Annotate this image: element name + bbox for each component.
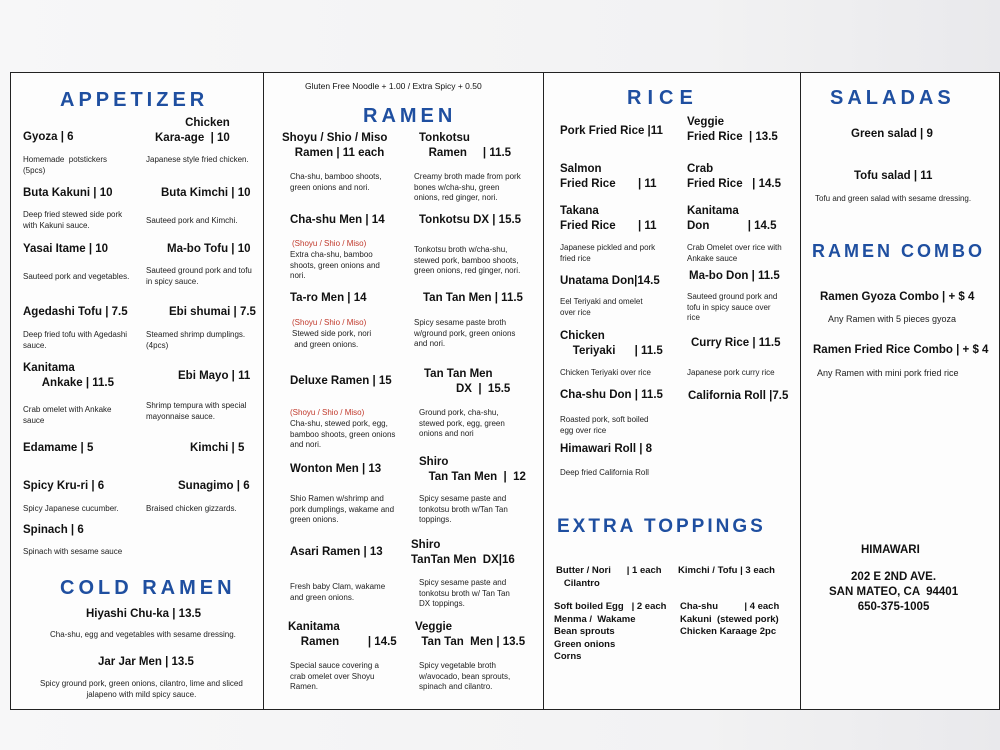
- wonton-name: Wonton Men | 13: [290, 463, 382, 475]
- egg-toppings-list: Soft boiled Egg | 2 each Menma / Wakame Bean sprouts Green onions Corns: [554, 601, 667, 662]
- kanitama-don-name: Kanitama Don | 14.5: [687, 205, 777, 232]
- shoyu-ramen-desc: Cha-shu, bamboo shoots, green onions and nori.: [290, 172, 382, 192]
- kanitama-don-desc: Crab Omelet over rice with Ankake sauce: [687, 243, 782, 263]
- veggie-tantan-desc: Spicy vegetable broth w/avocado, bean sprouts, spinach and cilantro.: [419, 661, 511, 691]
- ramen-combo-heading: RAMEN COMBO: [812, 241, 985, 261]
- extra-toppings-heading: EXTRA TOPPINGS: [557, 516, 766, 537]
- mabo-tofu-desc: Sauteed ground pork and tofu in spicy sauce.: [146, 266, 252, 286]
- tantan-dx-name: Tan Tan Men DX | 15.5: [424, 368, 511, 395]
- asari-name: Asari Ramen | 13: [290, 546, 383, 558]
- shiro-tantan-dx-desc: Spicy sesame paste and tonkotsu broth w/ Tan Tan DX toppings.: [419, 578, 510, 608]
- unatama-name: Unatama Don|14.5: [560, 275, 660, 287]
- gyoza-desc: Homemade potstickers (5pcs): [23, 155, 108, 175]
- gyoza-combo-name: Ramen Gyoza Combo | + $ 4: [820, 291, 975, 303]
- tonkotsu-desc: Creamy broth made from pork bones w/cha-shu, green onions, red ginger, nori.: [414, 172, 521, 202]
- deluxe-name: Deluxe Ramen | 15: [290, 375, 392, 387]
- unatama-desc: Eel Teriyaki and omelet over rice: [560, 297, 643, 317]
- buta-kimchi-desc: Sauteed pork and Kimchi.: [146, 216, 238, 225]
- tantan-dx-desc: Ground pork, cha-shu, stewed pork, egg, green onions and nori: [419, 408, 505, 438]
- hiyashi-desc: Cha-shu, egg and vegetables with sesame dressing.: [50, 630, 236, 639]
- chashu-don-name: Cha-shu Don | 11.5: [560, 389, 663, 401]
- taro-men-desc: Stewed side pork, nori and green onions.: [292, 329, 372, 349]
- salmon-fried-rice-name: Salmon Fried Rice | 11: [560, 163, 657, 190]
- buta-kimchi-name: Buta Kimchi | 10: [161, 187, 251, 199]
- shiro-tantan-desc: Spicy sesame paste and tonkotsu broth w/Tan Tan toppings.: [419, 494, 508, 524]
- taro-men-sauce: (Shoyu / Shio / Miso): [292, 318, 367, 327]
- karaage-desc: Japanese style fried chicken.: [146, 155, 249, 164]
- ebi-mayo-name: Ebi Mayo | 11: [178, 370, 251, 382]
- tonkotsu-dx-name: Tonkotsu DX | 15.5: [419, 214, 522, 226]
- kimchi-name: Kimchi | 5: [190, 442, 245, 454]
- himawari-roll-desc: Deep fried California Roll: [560, 468, 649, 477]
- chashu-toppings-list: Cha-shu | 4 each Kakuni (stewed pork) Chicken Karaage 2pc: [680, 601, 780, 637]
- pork-fried-rice-name: Pork Fried Rice |11: [560, 125, 663, 137]
- california-roll-name: California Roll |7.5: [688, 390, 789, 402]
- ebi-shumai-desc: Steamed shrimp dumplings. (4pcs): [146, 330, 246, 350]
- kanitama-ramen-name: Kanitama Ramen | 14.5: [288, 621, 397, 648]
- chashu-don-desc: Roasted pork, soft boiled egg over rice: [560, 415, 649, 435]
- curry-desc: Japanese pork curry rice: [687, 368, 775, 377]
- cold-ramen-heading: COLD RAMEN: [60, 577, 236, 599]
- tonkotsu-name: Tonkotsu Ramen | 11.5: [419, 132, 512, 159]
- tofu-salad-desc: Tofu and green salad with sesame dressing.: [815, 194, 972, 203]
- mabo-don-name: Ma-bo Don | 11.5: [689, 270, 780, 282]
- fried-rice-combo-desc: Any Ramen with mini pork fried rice: [817, 368, 959, 378]
- veggie-fried-rice-name: Veggie Fried Rice | 13.5: [687, 116, 778, 143]
- kruri-desc: Spicy Japanese cucumber.: [23, 504, 119, 513]
- restaurant-name: HIMAWARI: [861, 544, 920, 556]
- green-salad-name: Green salad | 9: [851, 128, 933, 140]
- agedashi-name: Agedashi Tofu | 7.5: [23, 306, 128, 318]
- rice-heading: RICE: [627, 87, 699, 109]
- kruri-name: Spicy Kru-ri | 6: [23, 480, 105, 492]
- edamame-name: Edamame | 5: [23, 442, 94, 454]
- sunagimo-desc: Braised chicken gizzards.: [146, 504, 237, 513]
- veggie-tantan-name: Veggie Tan Tan Men | 13.5: [415, 621, 526, 648]
- deluxe-desc: Cha-shu, stewed pork, egg, bamboo shoots, green onions and nori.: [290, 419, 396, 449]
- shiro-tantan-dx-name: Shiro TanTan Men DX|16: [411, 539, 515, 566]
- fried-rice-combo-name: Ramen Fried Rice Combo | + $ 4: [813, 344, 989, 356]
- takana-name: Takana Fried Rice | 11: [560, 205, 657, 232]
- tantan-desc: Spicy sesame paste broth w/ground pork, green onions and nori.: [414, 318, 516, 348]
- kanitama-ankake-desc: Crab omelet with Ankake sauce: [23, 405, 112, 425]
- tantan-name: Tan Tan Men | 11.5: [423, 292, 523, 304]
- kanitama-ramen-desc: Special sauce covering a crab omelet over Shoyu Ramen.: [290, 661, 379, 691]
- crab-fried-rice-name: Crab Fried Rice | 14.5: [687, 163, 781, 190]
- butter-nori-toppings: Butter / Nori | 1 each Cilantro: [556, 565, 662, 589]
- buta-kakuni-desc: Deep fried stewed side pork with Kakuni sauce.: [23, 210, 123, 230]
- spinach-desc: Spinach with sesame sauce: [23, 547, 123, 556]
- hiyashi-name: Hiyashi Chu-ka | 13.5: [86, 608, 202, 620]
- agedashi-desc: Deep fried tofu with Agedashi sauce.: [23, 330, 128, 350]
- shiro-tantan-name: Shiro Tan Tan Men | 12: [419, 456, 526, 483]
- gyoza-name: Gyoza | 6: [23, 131, 74, 143]
- deluxe-sauce: (Shoyu / Shio / Miso): [290, 408, 365, 417]
- himawari-roll-name: Himawari Roll | 8: [560, 443, 653, 455]
- chashu-men-sauce: (Shoyu / Shio / Miso): [292, 239, 367, 248]
- karaage-name: Chicken Kara-age | 10: [155, 117, 230, 144]
- kimchi-tofu-toppings: Kimchi / Tofu | 3 each: [678, 565, 775, 576]
- curry-name: Curry Rice | 11.5: [691, 337, 781, 349]
- sunagimo-name: Sunagimo | 6: [178, 480, 250, 492]
- tonkotsu-dx-desc: Tonkotsu broth w/cha-shu, stewed pork, bamboo shoots, green onions, red ginger, nori.: [414, 245, 521, 275]
- appetizer-heading: APPETIZER: [60, 89, 209, 111]
- yasai-itame-name: Yasai Itame | 10: [23, 243, 109, 255]
- restaurant-address: 202 E 2ND AVE. SAN MATEO, CA 94401 650-375-1005: [829, 571, 959, 613]
- ebi-mayo-desc: Shrimp tempura with special mayonnaise sauce.: [146, 401, 247, 421]
- jarjar-name: Jar Jar Men | 13.5: [98, 656, 194, 668]
- mabo-tofu-name: Ma-bo Tofu | 10: [167, 243, 251, 255]
- taro-men-name: Ta-ro Men | 14: [290, 292, 367, 304]
- asari-desc: Fresh baby Clam, wakame and green onions.: [290, 582, 386, 602]
- saladas-heading: SALADAS: [830, 87, 955, 109]
- chicken-teriyaki-desc: Chicken Teriyaki over rice: [560, 368, 651, 377]
- chashu-men-name: Cha-shu Men | 14: [290, 214, 385, 226]
- shoyu-ramen-name: Shoyu / Shio / Miso Ramen | 11 each: [282, 132, 388, 159]
- tofu-salad-name: Tofu salad | 11: [854, 170, 933, 182]
- gyoza-combo-desc: Any Ramen with 5 pieces gyoza: [828, 314, 957, 324]
- jarjar-desc: Spicy ground pork, green onions, cilantro, lime and sliced jalapeno with mild spicy sauce.: [40, 679, 243, 699]
- mabo-don-desc: Sauteed ground pork and tofu in spicy sauce over rice: [687, 292, 778, 322]
- takana-desc: Japanese pickled and pork fried rice: [560, 243, 656, 263]
- yasai-itame-desc: Sauteed pork and vegetables.: [23, 272, 130, 281]
- chicken-teriyaki-name: Chicken Teriyaki | 11.5: [560, 330, 663, 357]
- kanitama-ankake-name: Kanitama Ankake | 11.5: [23, 362, 115, 389]
- buta-kakuni-name: Buta Kakuni | 10: [23, 187, 113, 199]
- column-divider: [800, 72, 801, 710]
- column-divider: [543, 72, 544, 710]
- spinach-name: Spinach | 6: [23, 524, 84, 536]
- wonton-desc: Shio Ramen w/shrimp and pork dumplings, wakame and green onions.: [290, 494, 395, 524]
- notice-text: Gluten Free Noodle + 1.00 / Extra Spicy + 0.50: [305, 81, 482, 91]
- chashu-men-desc: Extra cha-shu, bamboo shoots, green onions and nori.: [290, 250, 380, 280]
- ramen-heading: RAMEN: [363, 105, 457, 127]
- ebi-shumai-name: Ebi shumai | 7.5: [169, 306, 256, 318]
- column-divider: [263, 72, 264, 710]
